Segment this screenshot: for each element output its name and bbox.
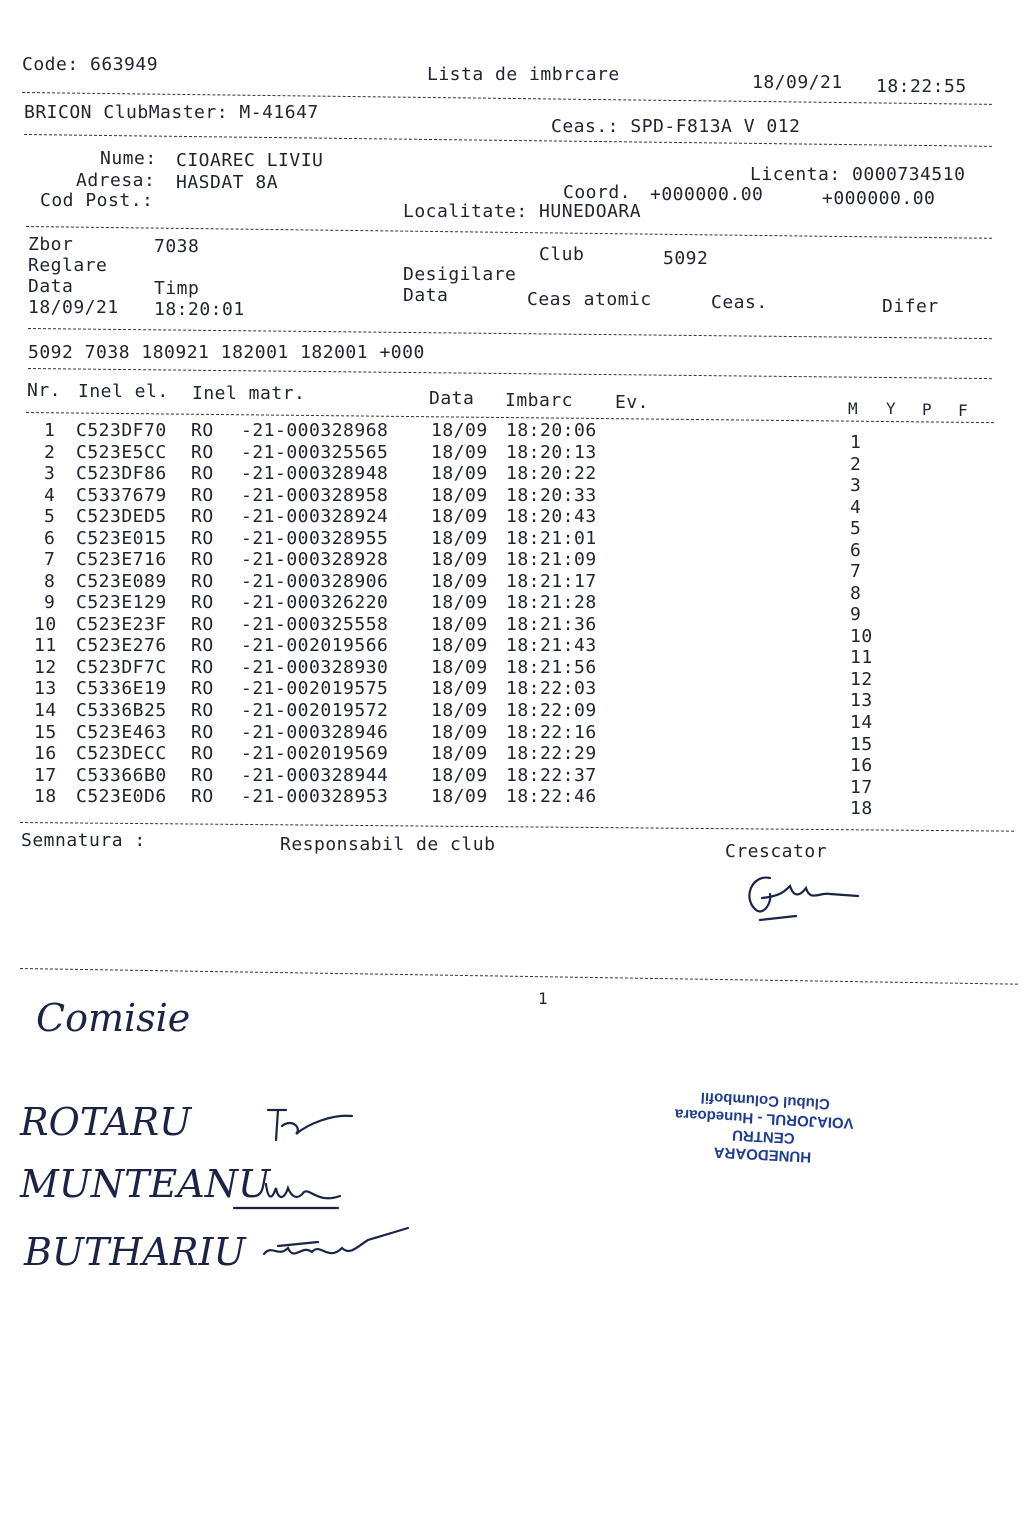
signature-member-3: [258, 1222, 418, 1272]
divider: [28, 368, 992, 379]
crescator-signature: [740, 868, 870, 928]
zbor-value: 7038: [154, 236, 200, 257]
row-order: 15: [850, 733, 873, 755]
localitate-label: Localitate: HUNEDOARA: [403, 201, 642, 222]
reglare-timp-value: 18:20:01: [154, 299, 245, 320]
col-p: P: [922, 400, 933, 419]
crescator-label: Crescator: [725, 841, 828, 862]
row-date: 18/09: [431, 656, 488, 678]
row-inel-el: C523DF86: [76, 463, 167, 485]
desigilare-data-label: Data: [403, 285, 449, 306]
col-ev: Ev.: [615, 392, 650, 413]
row-order: 13: [850, 690, 873, 712]
row-inel-el: C523DF70: [76, 420, 167, 441]
row-date: 18/09: [431, 721, 488, 743]
row-time: 18:22:29: [506, 743, 597, 765]
row-time: 18:22:03: [506, 678, 597, 700]
row-date: 18/09: [431, 484, 488, 506]
row-inel-el: C523DF7C: [76, 656, 167, 678]
row-inel-matr: -21-002019575: [241, 678, 389, 700]
row-nr: 7: [44, 549, 56, 571]
difer-label: Difer: [882, 296, 939, 317]
desigilare-label: Desigilare: [403, 264, 517, 285]
cod-post-label: Cod Post.:: [40, 190, 154, 211]
table-row: [0, 780, 1024, 820]
row-order: 18: [850, 798, 873, 820]
row-date: 18/09: [431, 549, 488, 571]
row-date: 18/09: [431, 699, 488, 721]
row-date: 18/09: [431, 441, 488, 463]
row-time: 18:20:33: [506, 484, 597, 506]
row-time: 18:20:43: [506, 506, 597, 528]
basketing-table: [0, 420, 1024, 820]
row-country: RO: [191, 635, 214, 657]
document-title: Lista de imbrcare: [427, 64, 620, 85]
coord-x: +000000.00: [650, 184, 764, 205]
row-nr: 3: [44, 463, 56, 485]
row-order: 2: [850, 453, 862, 475]
row-country: RO: [191, 699, 214, 721]
col-f: F: [958, 401, 969, 420]
semnatura-label: Semnatura :: [21, 830, 146, 851]
row-date: 18/09: [431, 764, 488, 786]
handwritten-member-2: MUNTEANU: [20, 1162, 270, 1206]
row-inel-matr: -21-000328958: [241, 484, 389, 506]
club-label: Club: [539, 244, 585, 265]
row-inel-matr: -21-002019569: [241, 743, 389, 765]
row-date: 18/09: [431, 506, 488, 528]
row-nr: 6: [44, 527, 56, 549]
clubmaster-label: BRICON ClubMaster: M-41647: [24, 102, 319, 123]
handwritten-member-3: BUTHARIU: [24, 1230, 246, 1274]
header-time: 18:22:55: [876, 76, 967, 97]
row-time: 18:21:28: [506, 592, 597, 614]
row-country: RO: [191, 656, 214, 678]
row-inel-el: C523E5CC: [76, 441, 167, 463]
owner-name: CIOAREC LIVIU: [176, 150, 324, 171]
row-date: 18/09: [431, 420, 488, 441]
col-imbarc: Imbarc: [505, 390, 574, 411]
ceas-atomic-label: Ceas atomic: [527, 289, 652, 310]
row-order: 11: [850, 647, 873, 669]
row-time: 18:20:22: [506, 463, 597, 485]
row-inel-el: C5336E19: [76, 678, 167, 700]
row-date: 18/09: [431, 570, 488, 592]
row-order: 9: [850, 604, 862, 626]
col-inel-matr: Inel matr.: [192, 383, 306, 404]
row-date: 18/09: [431, 743, 488, 765]
reglare-data-label: Data: [28, 276, 74, 297]
row-order: 7: [850, 561, 862, 583]
row-inel-matr: -21-000328928: [241, 549, 389, 571]
row-order: 3: [850, 475, 862, 497]
row-country: RO: [191, 743, 214, 765]
row-order: 14: [850, 711, 873, 733]
row-nr: 15: [34, 721, 57, 743]
row-inel-el: C523E015: [76, 527, 167, 549]
row-inel-matr: -21-000325565: [241, 441, 389, 463]
row-inel-matr: -21-000328953: [241, 786, 389, 808]
row-country: RO: [191, 441, 214, 463]
row-order: 6: [850, 539, 862, 561]
col-data: Data: [429, 388, 475, 409]
row-country: RO: [191, 463, 214, 485]
row-inel-el: C523E23F: [76, 613, 167, 635]
handwritten-member-1: ROTARU: [20, 1100, 192, 1144]
row-date: 18/09: [431, 678, 488, 700]
row-inel-el: C523DECC: [76, 743, 167, 765]
ceas-label: Ceas.: SPD-F813A V 012: [551, 116, 801, 137]
row-country: RO: [191, 786, 214, 808]
zbor-label: Zbor: [28, 234, 74, 255]
row-country: RO: [191, 592, 214, 614]
col-m: M: [848, 399, 859, 418]
row-inel-matr: -21-000328944: [241, 764, 389, 786]
reglare-data-value: 18/09/21: [28, 297, 119, 318]
row-inel-el: C523E089: [76, 570, 167, 592]
nume-label: Nume:: [100, 148, 157, 169]
row-inel-matr: -21-000328946: [241, 721, 389, 743]
row-inel-matr: -21-002019572: [241, 699, 389, 721]
stamp-line-2: CENTRU: [731, 1126, 796, 1147]
page-number: 1: [538, 989, 549, 1008]
col-nr: Nr.: [27, 380, 62, 401]
row-nr: 1: [44, 420, 56, 441]
row-nr: 5: [44, 506, 56, 528]
adresa-label: Adresa:: [76, 170, 156, 191]
row-nr: 13: [34, 678, 57, 700]
row-country: RO: [191, 549, 214, 571]
signature-member-1: [262, 1104, 362, 1144]
coord-y: +000000.00: [822, 188, 936, 209]
row-country: RO: [191, 484, 214, 506]
row-inel-el: C523E716: [76, 549, 167, 571]
row-country: RO: [191, 420, 214, 441]
row-nr: 10: [34, 613, 57, 635]
row-time: 18:21:56: [506, 656, 597, 678]
row-inel-matr: -21-000328968: [241, 420, 389, 441]
row-time: 18:22:37: [506, 764, 597, 786]
row-inel-matr: -21-000326220: [241, 592, 389, 614]
row-order: 1: [850, 432, 862, 453]
club-value: 5092: [663, 248, 709, 269]
row-inel-matr: -21-000328955: [241, 527, 389, 549]
row-inel-el: C5336B25: [76, 699, 167, 721]
row-order: 12: [850, 668, 873, 690]
row-date: 18/09: [431, 463, 488, 485]
divider: [28, 328, 992, 339]
divider: [20, 822, 1014, 832]
reglare-timp-label: Timp: [154, 278, 200, 299]
row-date: 18/09: [431, 786, 488, 808]
row-time: 18:22:16: [506, 721, 597, 743]
row-country: RO: [191, 764, 214, 786]
row-time: 18:21:43: [506, 635, 597, 657]
stamp-line-4: Clubul Columbofil: [700, 1088, 831, 1113]
coord-label: Coord.: [563, 182, 632, 203]
row-nr: 2: [44, 441, 56, 463]
row-time: 18:20:13: [506, 441, 597, 463]
divider: [24, 134, 992, 147]
row-date: 18/09: [431, 592, 488, 614]
row-time: 18:21:09: [506, 549, 597, 571]
header-date: 18/09/21: [752, 72, 843, 93]
licenta-label: Licenta: 0000734510: [750, 164, 966, 185]
row-inel-matr: -21-000328948: [241, 463, 389, 485]
row-time: 18:21:36: [506, 613, 597, 635]
row-nr: 11: [34, 635, 57, 657]
summary-line: 5092 7038 180921 182001 182001 +000: [28, 342, 425, 363]
row-nr: 18: [34, 786, 57, 808]
row-time: 18:20:06: [506, 420, 597, 441]
stamp-line-3: VOIAJORUL - Hunedoara: [674, 1105, 855, 1132]
row-inel-matr: -21-000328924: [241, 506, 389, 528]
owner-address: HASDAT 8A: [176, 172, 279, 193]
row-inel-matr: -21-000328906: [241, 570, 389, 592]
row-nr: 9: [44, 592, 56, 614]
row-country: RO: [191, 678, 214, 700]
row-date: 18/09: [431, 613, 488, 635]
ceas-column-label: Ceas.: [711, 292, 768, 313]
row-inel-el: C523E129: [76, 592, 167, 614]
row-nr: 8: [44, 570, 56, 592]
row-order: 17: [850, 776, 873, 798]
responsabil-label: Responsabil de club: [280, 834, 496, 855]
handwritten-comisie: Comisie: [36, 996, 191, 1040]
club-stamp: [637, 1042, 893, 1170]
reglare-label: Reglare: [28, 255, 108, 276]
code-label: Code: 663949: [22, 54, 159, 75]
stamp-line-1: HUNEDOARA: [713, 1143, 812, 1166]
row-country: RO: [191, 613, 214, 635]
row-inel-el: C523E0D6: [76, 786, 167, 808]
row-order: 8: [850, 582, 862, 604]
row-order: 10: [850, 625, 873, 647]
signature-member-2: [228, 1174, 358, 1214]
row-nr: 16: [34, 743, 57, 765]
row-inel-el: C523DED5: [76, 506, 167, 528]
row-inel-el: C5337679: [76, 484, 167, 506]
row-nr: 12: [34, 656, 57, 678]
row-time: 18:21:01: [506, 527, 597, 549]
row-country: RO: [191, 570, 214, 592]
row-time: 18:22:09: [506, 699, 597, 721]
row-date: 18/09: [431, 635, 488, 657]
row-nr: 4: [44, 484, 56, 506]
row-country: RO: [191, 721, 214, 743]
row-inel-matr: -21-002019566: [241, 635, 389, 657]
row-inel-matr: -21-000328930: [241, 656, 389, 678]
row-order: 5: [850, 518, 862, 540]
row-country: RO: [191, 506, 214, 528]
row-inel-el: C523E463: [76, 721, 167, 743]
row-time: 18:21:17: [506, 570, 597, 592]
row-nr: 14: [34, 699, 57, 721]
row-inel-el: C523E276: [76, 635, 167, 657]
col-y: Y: [886, 399, 897, 418]
col-inel-el: Inel el.: [78, 381, 169, 402]
divider: [20, 968, 1018, 985]
row-order: 4: [850, 496, 862, 518]
row-nr: 17: [34, 764, 57, 786]
row-inel-matr: -21-000325558: [241, 613, 389, 635]
row-order: 16: [850, 755, 873, 777]
row-time: 18:22:46: [506, 786, 597, 808]
row-date: 18/09: [431, 527, 488, 549]
row-country: RO: [191, 527, 214, 549]
row-inel-el: C53366B0: [76, 764, 167, 786]
